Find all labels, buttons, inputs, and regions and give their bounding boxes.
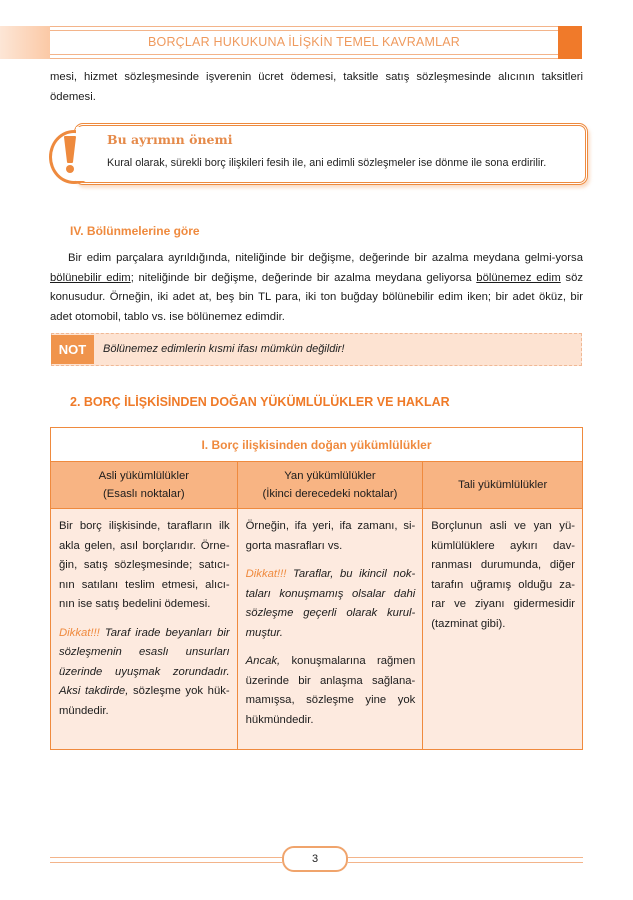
intro-line-2: ödemesi.	[50, 90, 96, 103]
cell-secondary-p2-italic: Taraflar, bu ikincil nok-taları konuşmamış olsalar dahi sözleşme geçerli olarak kurul-muştur.	[245, 568, 416, 639]
intro-paragraph	[50, 68, 583, 107]
header-secondary-line2: (İkinci derecedeki noktalar)	[262, 488, 398, 500]
warning-label: Dikkat!!!	[59, 626, 100, 639]
cell-secondary-p3	[246, 652, 416, 730]
header-primary	[51, 462, 238, 509]
section-iv-heading: IV. Bölünmelerine göre	[70, 224, 200, 238]
cell-primary-p2-rest: sözleşme yok hük-mündedir.	[59, 685, 230, 717]
cell-secondary-p3-rest: konuşmalarına rağmen üzerinde bir anlaşma sağlana-mamışsa, sözleşme yine yok hükmündedir.	[245, 655, 416, 726]
exclamation-icon	[62, 135, 78, 175]
running-header-title: BORÇLAR HUKUKUNA İLİŞKİN TEMEL KAVRAMLAR	[147, 35, 461, 49]
footer-rule-left	[50, 857, 282, 863]
cell-tertiary-p1: Borçlunun asli ve yan yü-kümlülüklere aykırı dav-ranması durumunda, diğer tarafın uğramış olduğu za-rar ve ziyanı gidermesidir (tazminat gibi).	[431, 520, 575, 630]
footer-rule-right	[348, 857, 583, 863]
section-iv-paragraph	[50, 249, 583, 327]
header-secondary-line1: Yan yükümlülükler	[284, 470, 376, 482]
note-badge: NOT	[51, 335, 94, 364]
term-indivisible: bölünemez edim	[476, 271, 561, 284]
cell-secondary	[237, 509, 423, 750]
section-iv-text-b: ; niteliğinde bir değişme, değerinde bir azalma meydana geliyorsa	[130, 271, 477, 284]
section-2-heading: 2. BORÇ İLİŞKİSİNDEN DOĞAN YÜKÜMLÜLÜKLER VE HAKLAR	[70, 395, 450, 409]
table-row	[51, 509, 583, 750]
header-primary-line2: (Esaslı noktalar)	[103, 488, 185, 500]
callout-text: Kural olarak, sürekli borç ilişkileri fesih ile, ani edimli sözleşmeler ise dönme ile sona erdirilir.	[107, 157, 547, 169]
intro-line-1: mesi, hizmet sözleşmesinde işverenin ücret ödemesi, taksitle satış sözleşmesinde alıcının taksitleri	[50, 71, 583, 83]
page-number: 3	[282, 846, 348, 872]
header-left-accent	[0, 26, 50, 59]
note-text: Bölünemez edimlerin kısmi ifası mümkün değildir!	[103, 343, 345, 355]
cell-primary-p2-italic: Taraf irade beyanları bir sözleşmenin esaslı unsurları üzerinde uyuşmak zorundadır. Aksi takdirde,	[59, 626, 230, 697]
header-primary-line1: Asli yükümlülükler	[98, 470, 190, 482]
table-header-row	[51, 462, 583, 509]
header-tertiary: Tali yükümlülükler	[423, 462, 583, 509]
cell-primary-p1: Bir borç ilişkisinde, tarafların ilk akla gelen, asıl borçlarıdır. Örne-ğin, satış sözleşmesinde; satıcı-nın satılanı teslim etmesi, alıcı-nın ise satış bedelini ödemesi.	[59, 520, 230, 610]
warning-label: Dikkat!!!	[245, 568, 287, 580]
section-iv-text-c: söz konusudur. Örneğin, iki adet at, beş bin TL para, iki ton buğday bölünebilir edim iken; bir adet öküz, bir adet otomobil, tablo vs. ise bölünemez edimdir.	[50, 271, 584, 323]
cell-tertiary	[423, 509, 583, 750]
table-caption: I. Borç ilişkisinden doğan yükümlülükler	[51, 428, 583, 462]
cell-primary-p2	[59, 624, 230, 722]
cell-secondary-p3-italic: Ancak,	[245, 655, 281, 667]
running-header	[50, 26, 558, 59]
term-divisible: bölünebilir edim	[50, 271, 131, 284]
callout-title: Bu ayrımın önemi	[107, 132, 233, 147]
cell-secondary-p1: Örneğin, ifa yeri, ifa zamanı, si-gorta masrafları vs.	[245, 520, 416, 552]
header-right-accent	[558, 26, 582, 59]
section-iv-text-a: Bir edim parçalara ayrıldığında, niteliğinde bir değişme, değerinde bir azalma meydana gelmi-yorsa	[68, 252, 583, 264]
header-secondary	[237, 462, 423, 509]
obligations-table	[50, 427, 583, 750]
cell-secondary-p2	[246, 565, 416, 643]
cell-primary	[51, 509, 238, 750]
callout-ring-mask	[76, 127, 96, 181]
